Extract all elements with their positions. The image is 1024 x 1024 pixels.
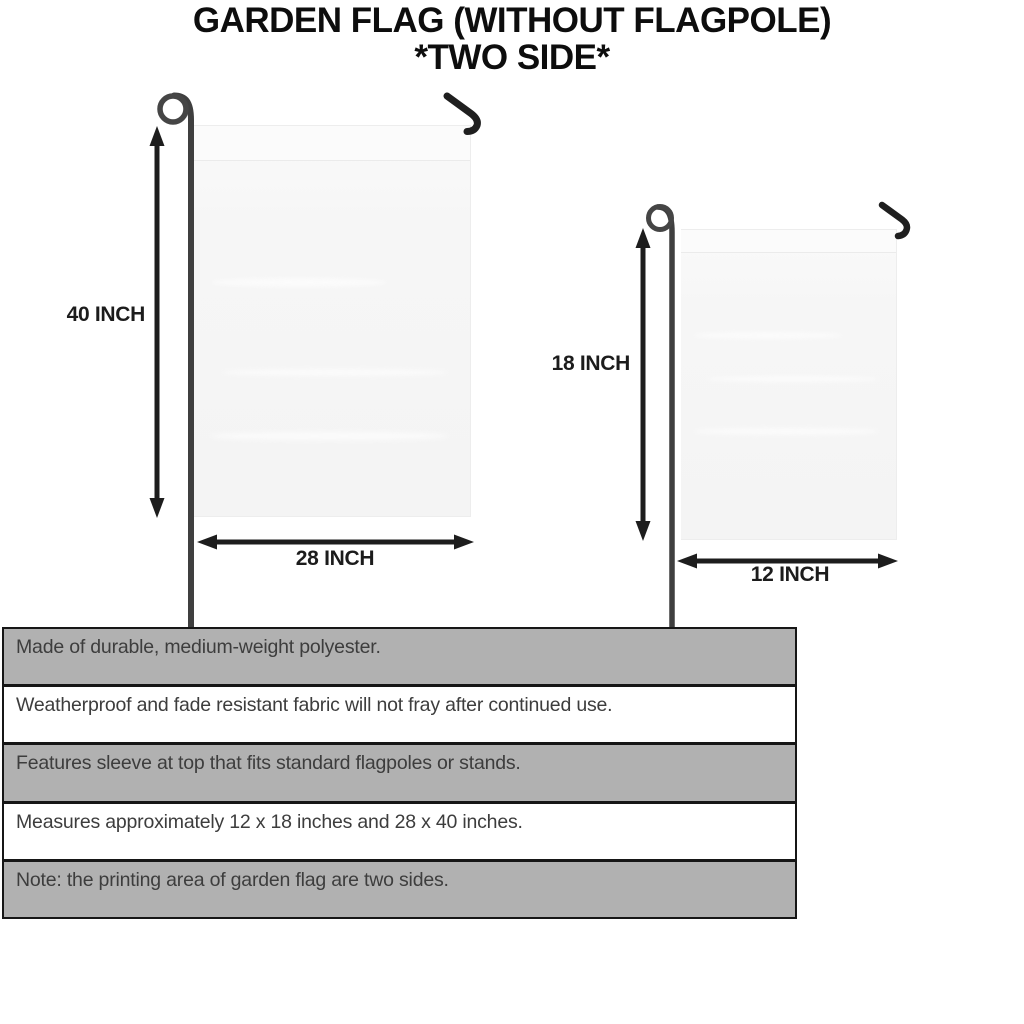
small-flag-pole xyxy=(658,207,673,627)
large-flag-pole xyxy=(174,96,191,628)
feature-text: Note: the printing area of garden flag are two sides. xyxy=(16,868,449,891)
feature-row xyxy=(4,862,795,917)
small-flag-height-label: 18 INCH xyxy=(551,352,630,375)
feature-text: Measures approximately 12 x 18 inches and 28 x 40 inches. xyxy=(16,810,523,833)
large-flag-width-label: 28 INCH xyxy=(295,547,375,570)
feature-row xyxy=(4,687,795,745)
flagpole-loop-icon xyxy=(160,96,186,122)
title-line-1: GARDEN FLAG (WITHOUT FLAGPOLE) xyxy=(192,1,832,40)
hanger-hook-icon xyxy=(882,205,907,236)
feature-text: Made of durable, medium-weight polyester. xyxy=(16,636,381,658)
large-flag-height-label: 40 INCH xyxy=(66,303,145,326)
small-flag-width-label: 12 INCH xyxy=(750,563,830,586)
hanger-hook-icon xyxy=(447,96,477,132)
title-line-2: *TWO SIDE* xyxy=(414,38,610,77)
feature-text: Weatherproof and fade resistant fabric will not fray after continued use. xyxy=(16,694,613,717)
feature-text: Features sleeve at top that fits standard flagpoles or stands. xyxy=(16,752,521,775)
feature-row xyxy=(4,804,795,862)
feature-row xyxy=(4,745,795,803)
large-flag-height-arrow xyxy=(150,126,165,518)
features-table xyxy=(2,627,797,919)
small-flag-height-arrow xyxy=(636,228,651,541)
feature-row xyxy=(4,629,795,687)
